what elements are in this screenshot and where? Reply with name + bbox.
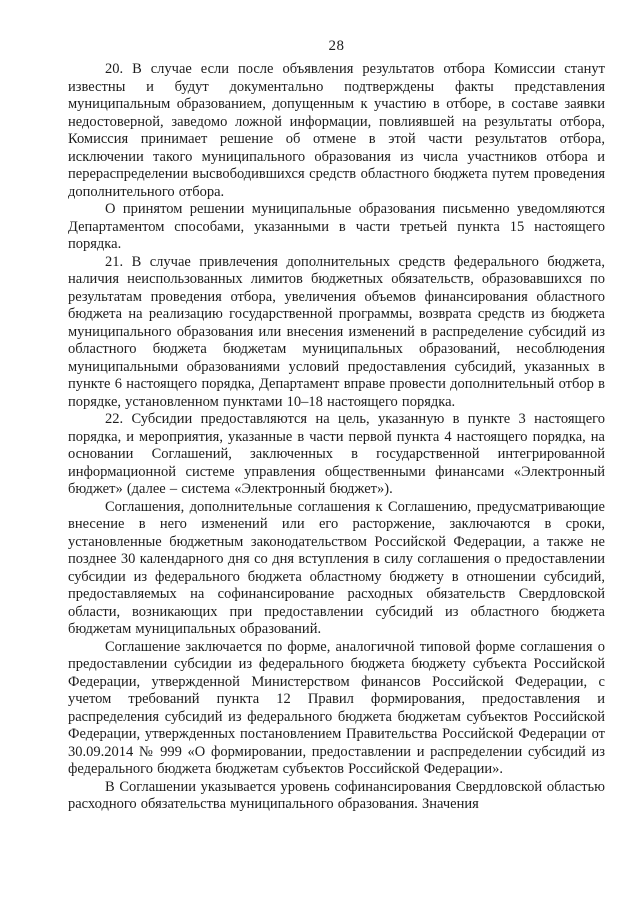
paragraph-item-20: 20. В случае если после объявления результатов отбора Комиссии станут известны и будут документально подтверждены факты представления муниципальным образованием, допущенным к участию в отборе, в составе заявки недостоверной, заведомо ложной информации, повлиявшей на результаты отбора, Комиссия принимает решение об отмене в этой части результатов отбора, исключении такого муниципального образования из числа участников отбора и перераспределении высвободившихся средств областного бюджета путем проведения дополнительного отбора. (68, 61, 605, 200)
paragraph-item-21: 21. В случае привлечения дополнительных средств федерального бюджета, наличия неиспользованных лимитов бюджетных обязательств, образовавшихся по результатам проведения отбора, увеличения объемов финансирования областного бюджета на реализацию государственной программы, возврата средств из бюджета муниципального образования или внесения изменений в распределение субсидий из областного бюджета бюджетам муниципальных образований, несоблюдения муниципальными образованиями условий предоставления субсидий, указанных в пункте 6 настоящего порядка, Департамент вправе провести дополнительный отбор в порядке, установленном пунктами 10–18 настоящего порядка. (68, 253, 605, 410)
paragraph-agreements-terms: Соглашения, дополнительные соглашения к Соглашению, предусматривающие внесение в него изменений или его расторжение, заключаются в сроки, установленные бюджетным законодательством Российской Федерации, а также не позднее 30 календарного дня со дня вступления в силу соглашения о предоставлении субсидии из федерального бюджета областному бюджету в отношении субсидий, предоставляемых на софинансирование расходных обязательств Свердловской области, возникающих при предоставлении субсидий из областного бюджета бюджетам муниципальных образований. (68, 498, 605, 637)
page-number: 28 (328, 38, 345, 54)
paragraph-cofinancing-level: В Соглашении указывается уровень софинансирования Свердловской областью расходного обязательства муниципального образования. Значения (68, 778, 605, 812)
document-body (68, 61, 605, 814)
paragraph-item-20-notice: О принятом решении муниципальные образования письменно уведомляются Департаментом способами, указанными в части третьей пункта 15 настоящего порядка. (68, 201, 605, 252)
paragraph-agreement-form: Соглашение заключается по форме, аналогичной типовой форме соглашения о предоставлении субсидии из федерального бюджета бюджету субъекта Российской Федерации, утвержденной Министерством финансов Российской Федерации, с учетом требований пункта 12 Правил формирования, предоставления и распределения субсидий из федерального бюджета бюджетам субъектов Российской Федерации, утвержденных постановлением Правительства Российской Федерации от 30.09.2014 № 999 «О формировании, предоставлении и распределении субсидий из федерального бюджета бюджетам субъектов Российской Федерации». (68, 638, 605, 777)
paragraph-item-22: 22. Субсидии предоставляются на цель, указанную в пункте 3 настоящего порядка, и мероприятия, указанные в части первой пункта 4 настоящего порядка, на основании Соглашений, заключенных в государственной интегрированной информационной системе управления общественными финансами «Электронный бюджет» (далее – система «Электронный бюджет»). (68, 411, 605, 497)
